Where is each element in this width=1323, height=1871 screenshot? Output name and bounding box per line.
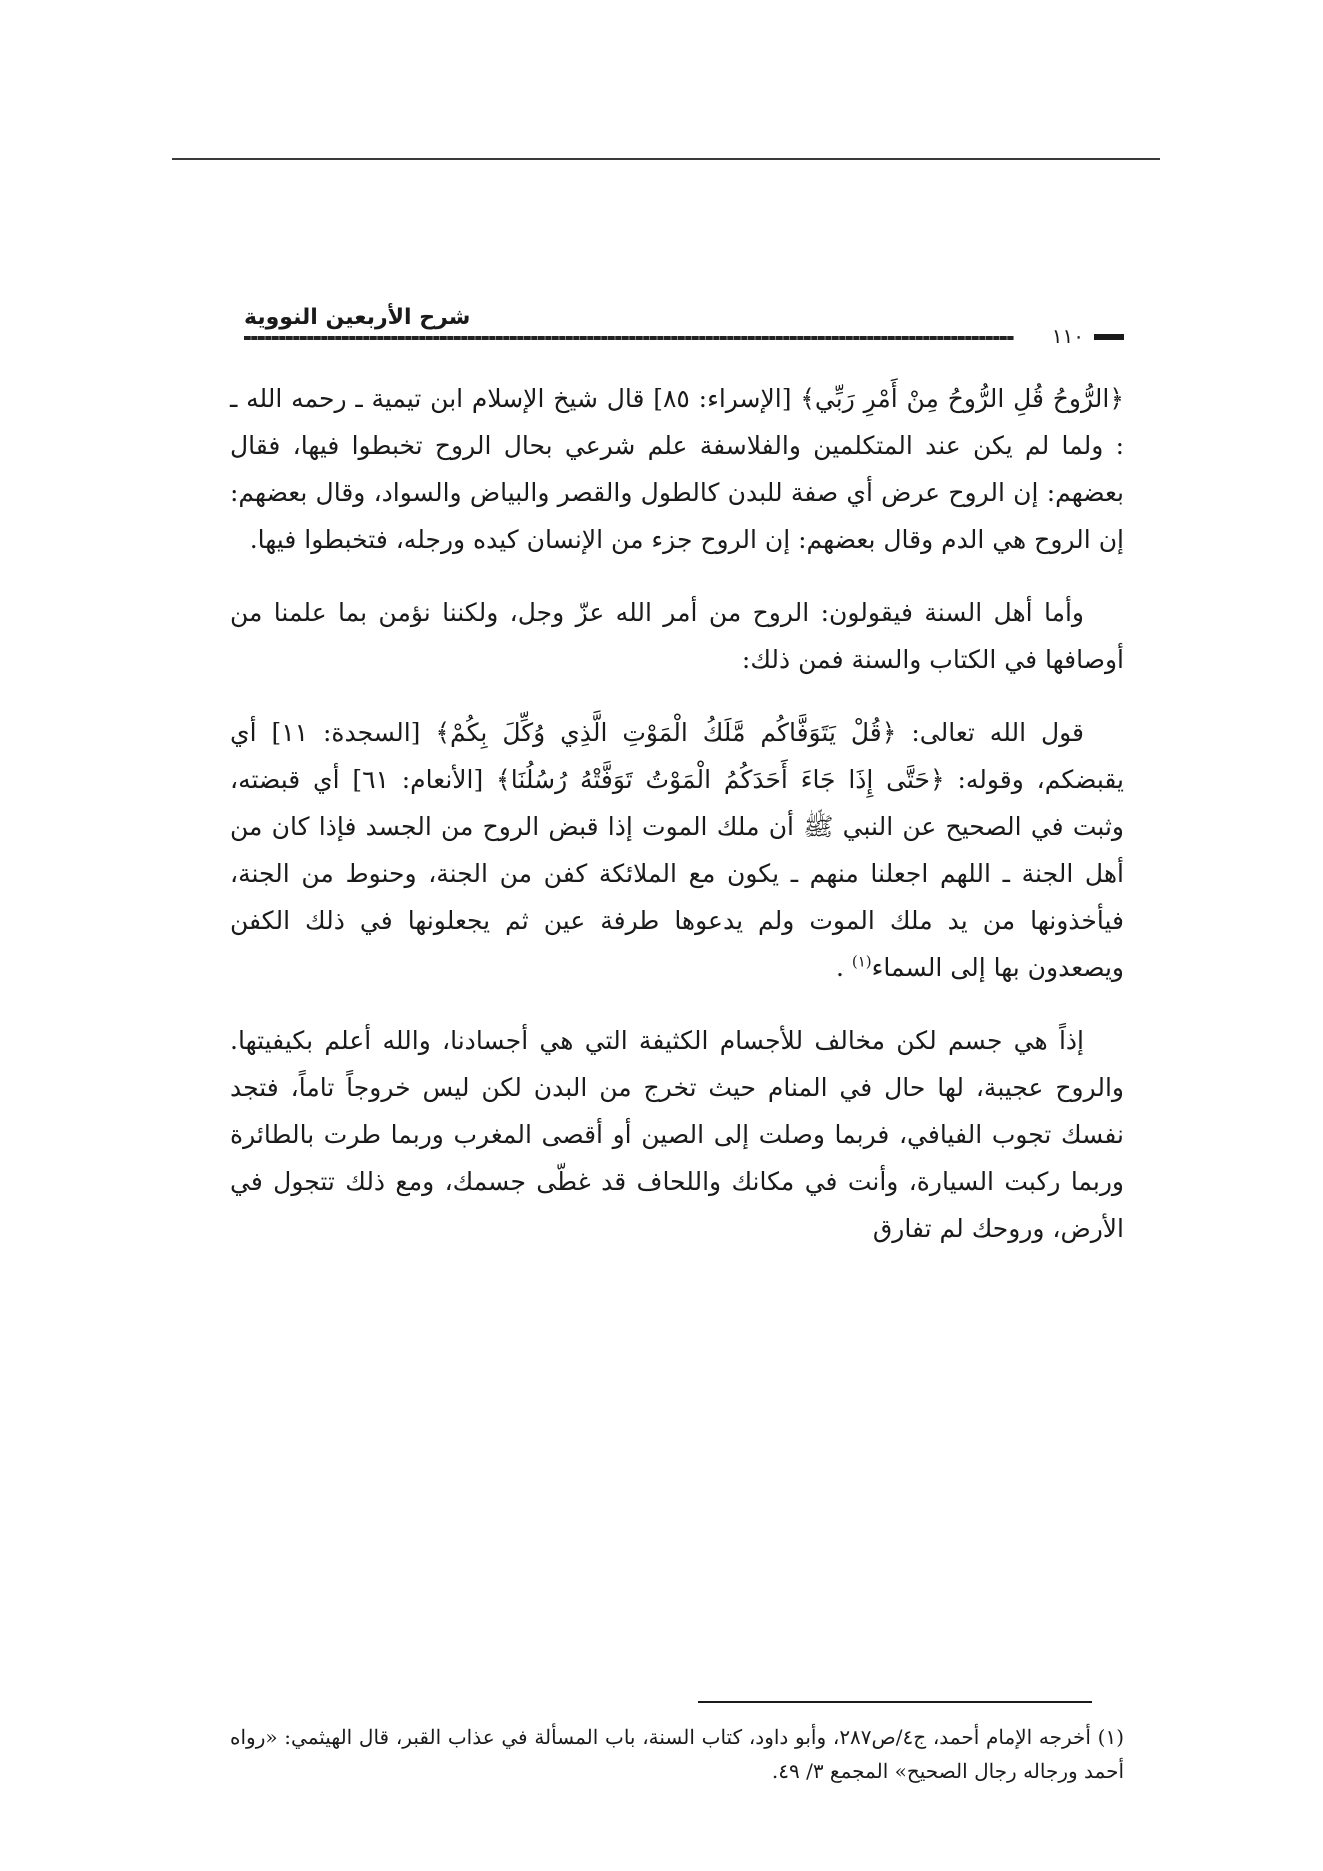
page-number: ١١٠: [1051, 324, 1084, 348]
header-rule: [244, 336, 1014, 340]
paragraph-1: ﴿الرُّوحُ قُلِ الرُّوحُ مِنْ أَمْرِ رَبِّي﴾ [الإسراء: ٨٥] قال شيخ الإسلام ابن تيمية ـ رحمه الله ـ : ولما لم يكن عند المتكلمين والفلاسفة علم شرعي بحال الروح تخبطوا فيها، فقال بعضهم: إن الروح عرض أي صفة للبدن كالطول والقصر والبياض والسواد، وقال بعضهم: إن الروح هي الدم وقال بعضهم: إن الروح جزء من الإنسان كيده ورجله، فتخبطوا فيها.: [230, 384, 1125, 554]
paragraph-4: إذاً هي جسم لكن مخالف للأجسام الكثيفة التي هي أجسادنا، والله أعلم بكيفيتها. والروح عجيبة، لها حال في المنام حيث تخرج من البدن لكن ليس خروجاً تاماً، فتجد نفسك تجوب الفيافي، فربما وصلت إلى الصين أو أقصى المغرب وربما طرت بالطائرة وربما ركبت السيارة، وأنت في مكانك واللحاف قد غطّى جسمك، ومع ذلك تتجول في الأرض، وروحك لم تفارق: [230, 1026, 1124, 1243]
book-title: شرح الأربعين النووية: [244, 305, 471, 330]
paragraph-2: وأما أهل السنة فيقولون: الروح من أمر الله عزّ وجل، ولكننا نؤمن بما علمنا من أوصافها في الكتاب والسنة فمن ذلك:: [230, 598, 1124, 674]
footnote-reference: (١): [851, 952, 872, 971]
footnote-1: (١) أخرجه الإمام أحمد، ج٤/ص٢٨٧، وأبو داود، كتاب السنة، باب المسألة في عذاب القبر، قال الهيثمي: «رواه أحمد ورجاله رجال الصحيح» المجمع ٣/ ٤٩.: [230, 1725, 1124, 1783]
paragraph-3: [230, 709, 1124, 991]
footnote-rule: [698, 1701, 1092, 1703]
footnotes: [230, 1720, 1124, 1788]
scan-top-rule: [172, 158, 1160, 160]
paragraph-3-tail: .: [835, 953, 852, 982]
header-mark: [1094, 334, 1124, 340]
paragraph-3-text: قول الله تعالى: ﴿قُلْ يَتَوَفَّاكُم مَّلَكُ الْمَوْتِ الَّذِي وُكِّلَ بِكُمْ﴾ [السجدة: ١١] أي يقبضكم، وقوله: ﴿حَتَّى إِذَا جَاءَ أَحَدَكُمُ الْمَوْتُ تَوَفَّتْهُ رُسُلُنَا﴾ [الأنعام: ٦١] أي قبضته، وثبت في الصحيح عن النبي ﷺ أن ملك الموت إذا قبض الروح من الجسد فإذا كان من أهل الجنة ـ اللهم اجعلنا منهم ـ يكون مع الملائكة كفن من الجنة، وحنوط من الجنة، فيأخذونها من يد ملك الموت ولم يدعوها طرفة عين ثم يجعلونها في ذلك الكفن ويصعدون بها إلى السماء: [230, 718, 1124, 982]
main-text: [230, 375, 1124, 1278]
running-header: [244, 304, 1124, 348]
